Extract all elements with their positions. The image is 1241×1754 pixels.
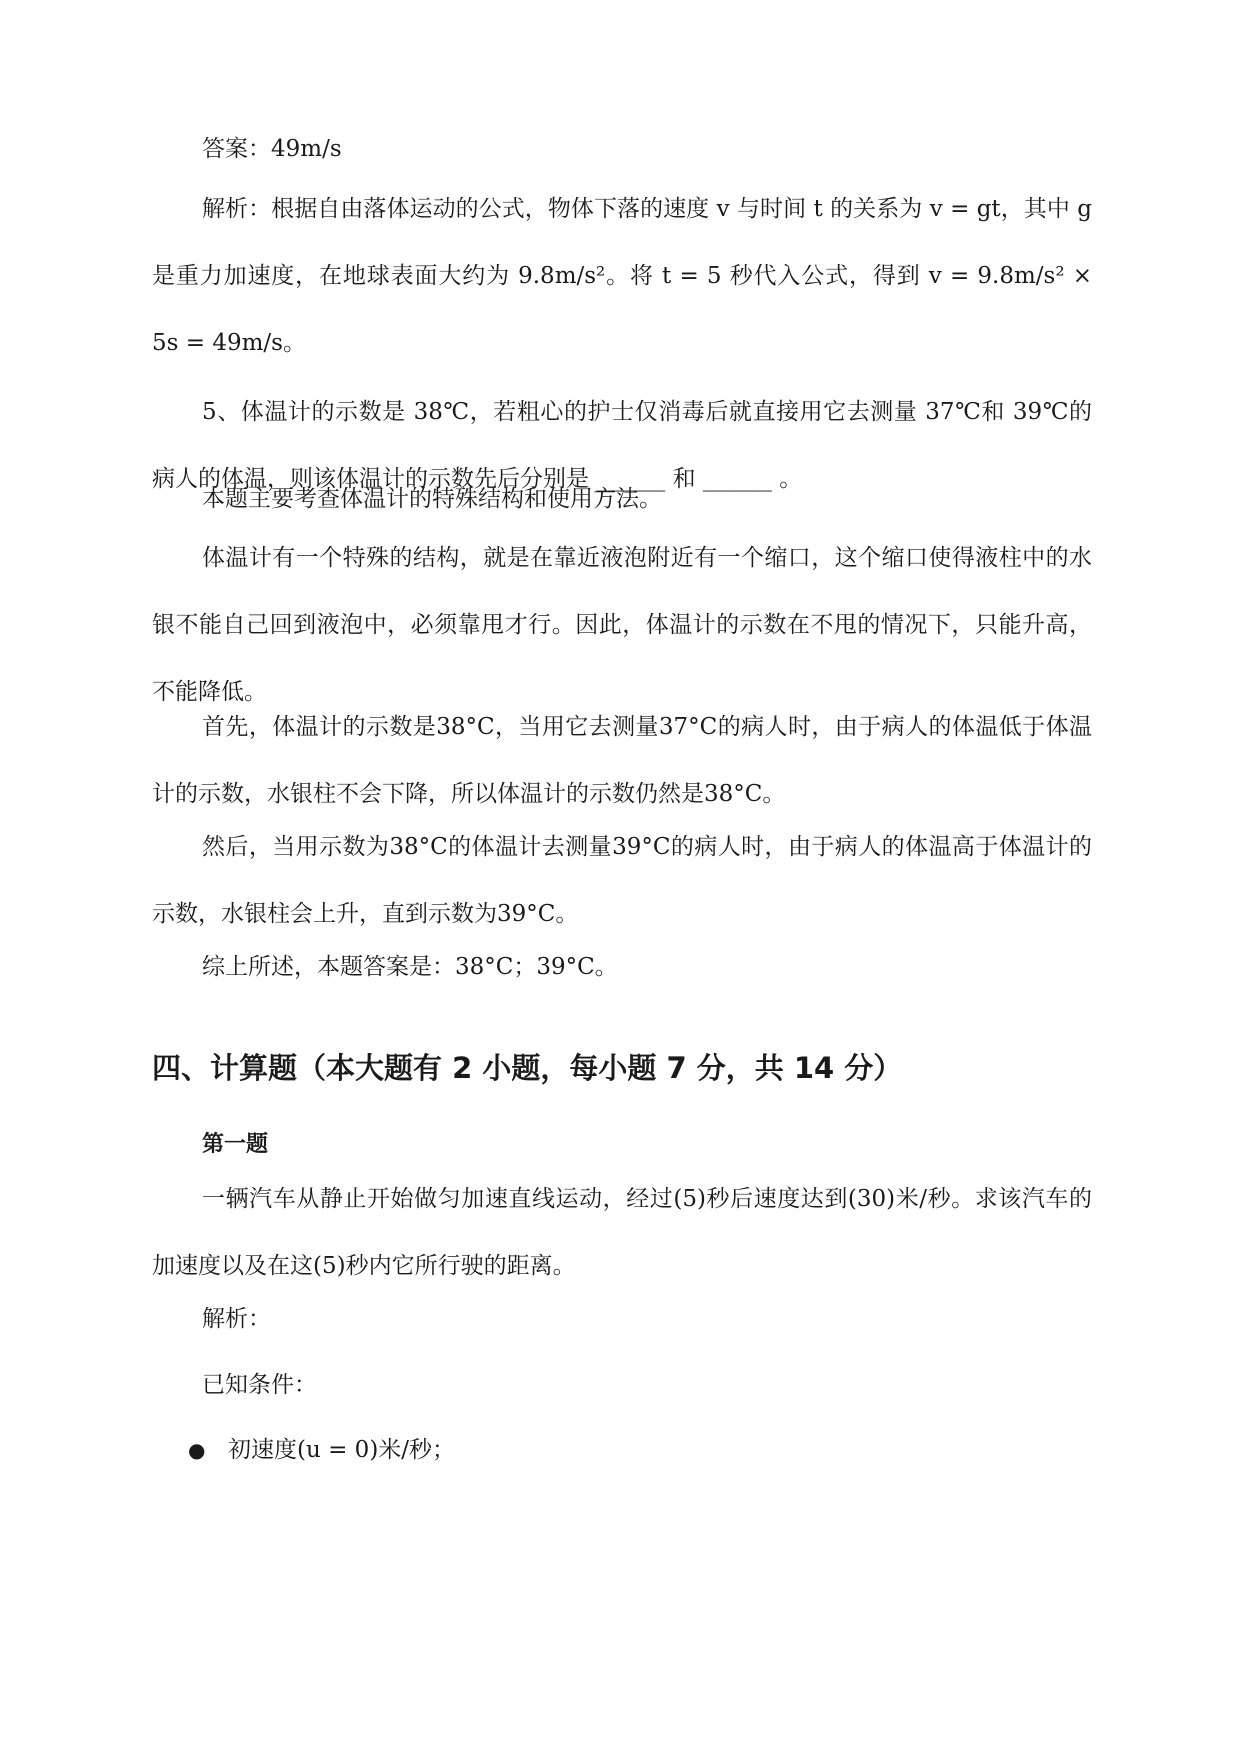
analysis-paragraph: 解析：根据自由落体运动的公式，物体下落的速度 v 与时间 t 的关系为 v = gt，其中 g 是重力加速度，在地球表面大约为 9.8m/s²。将 t = 5 秒代入公式，得到 v = 9.8m/s² × 5s = 49m/s。	[152, 196, 1092, 356]
known-item-text: 初速度(u = 0)米/秒；	[228, 1437, 456, 1463]
problem-1-title: 第一题	[202, 1132, 269, 1157]
question-5: 5、体温计的示数是 38℃，若粗心的护士仅消毒后就直接用它去测量 37℃和 39℃的病人的体温，则该体温计的示数先后分别是 ______ 和 ______ 。	[152, 399, 1092, 492]
question-5-explanation-2: 首先，体温计的示数是38°C，当用它去测量37°C的病人时，由于病人的体温低于体温计的示数，水银柱不会下降，所以体温计的示数仍然是38°C。	[152, 714, 1092, 807]
section-heading: 四、计算题（本大题有 2 小题，每小题 7 分，共 14 分）	[152, 1051, 903, 1085]
question-5-summary: 综上所述，本题答案是：38°C；39°C。	[202, 954, 618, 980]
problem-1-text: 一辆汽车从静止开始做匀加速直线运动，经过(5)秒后速度达到(30)米/秒。求该汽车的加速度以及在这(5)秒内它所行驶的距离。	[152, 1186, 1092, 1279]
question-5-explanation-3: 然后，当用示数为38°C的体温计去测量39°C的病人时，由于病人的体温高于体温计的示数，水银柱会上升，直到示数为39°C。	[152, 834, 1092, 927]
question-5-explanation-1: 体温计有一个特殊的结构，就是在靠近液泡附近有一个缩口，这个缩口使得液柱中的水银不能自己回到液泡中，必须靠甩才行。因此，体温计的示数在不甩的情况下，只能升高，不能降低。	[152, 545, 1092, 705]
question-5-focus: 本题主要考查体温计的特殊结构和使用方法。	[202, 486, 662, 512]
answer-line: 答案：49m/s	[202, 136, 342, 162]
problem-1-known-label: 已知条件：	[202, 1372, 317, 1398]
bullet-icon: ●	[188, 1438, 206, 1462]
problem-1-analysis-label: 解析：	[202, 1306, 271, 1332]
list-item	[188, 1430, 455, 1470]
